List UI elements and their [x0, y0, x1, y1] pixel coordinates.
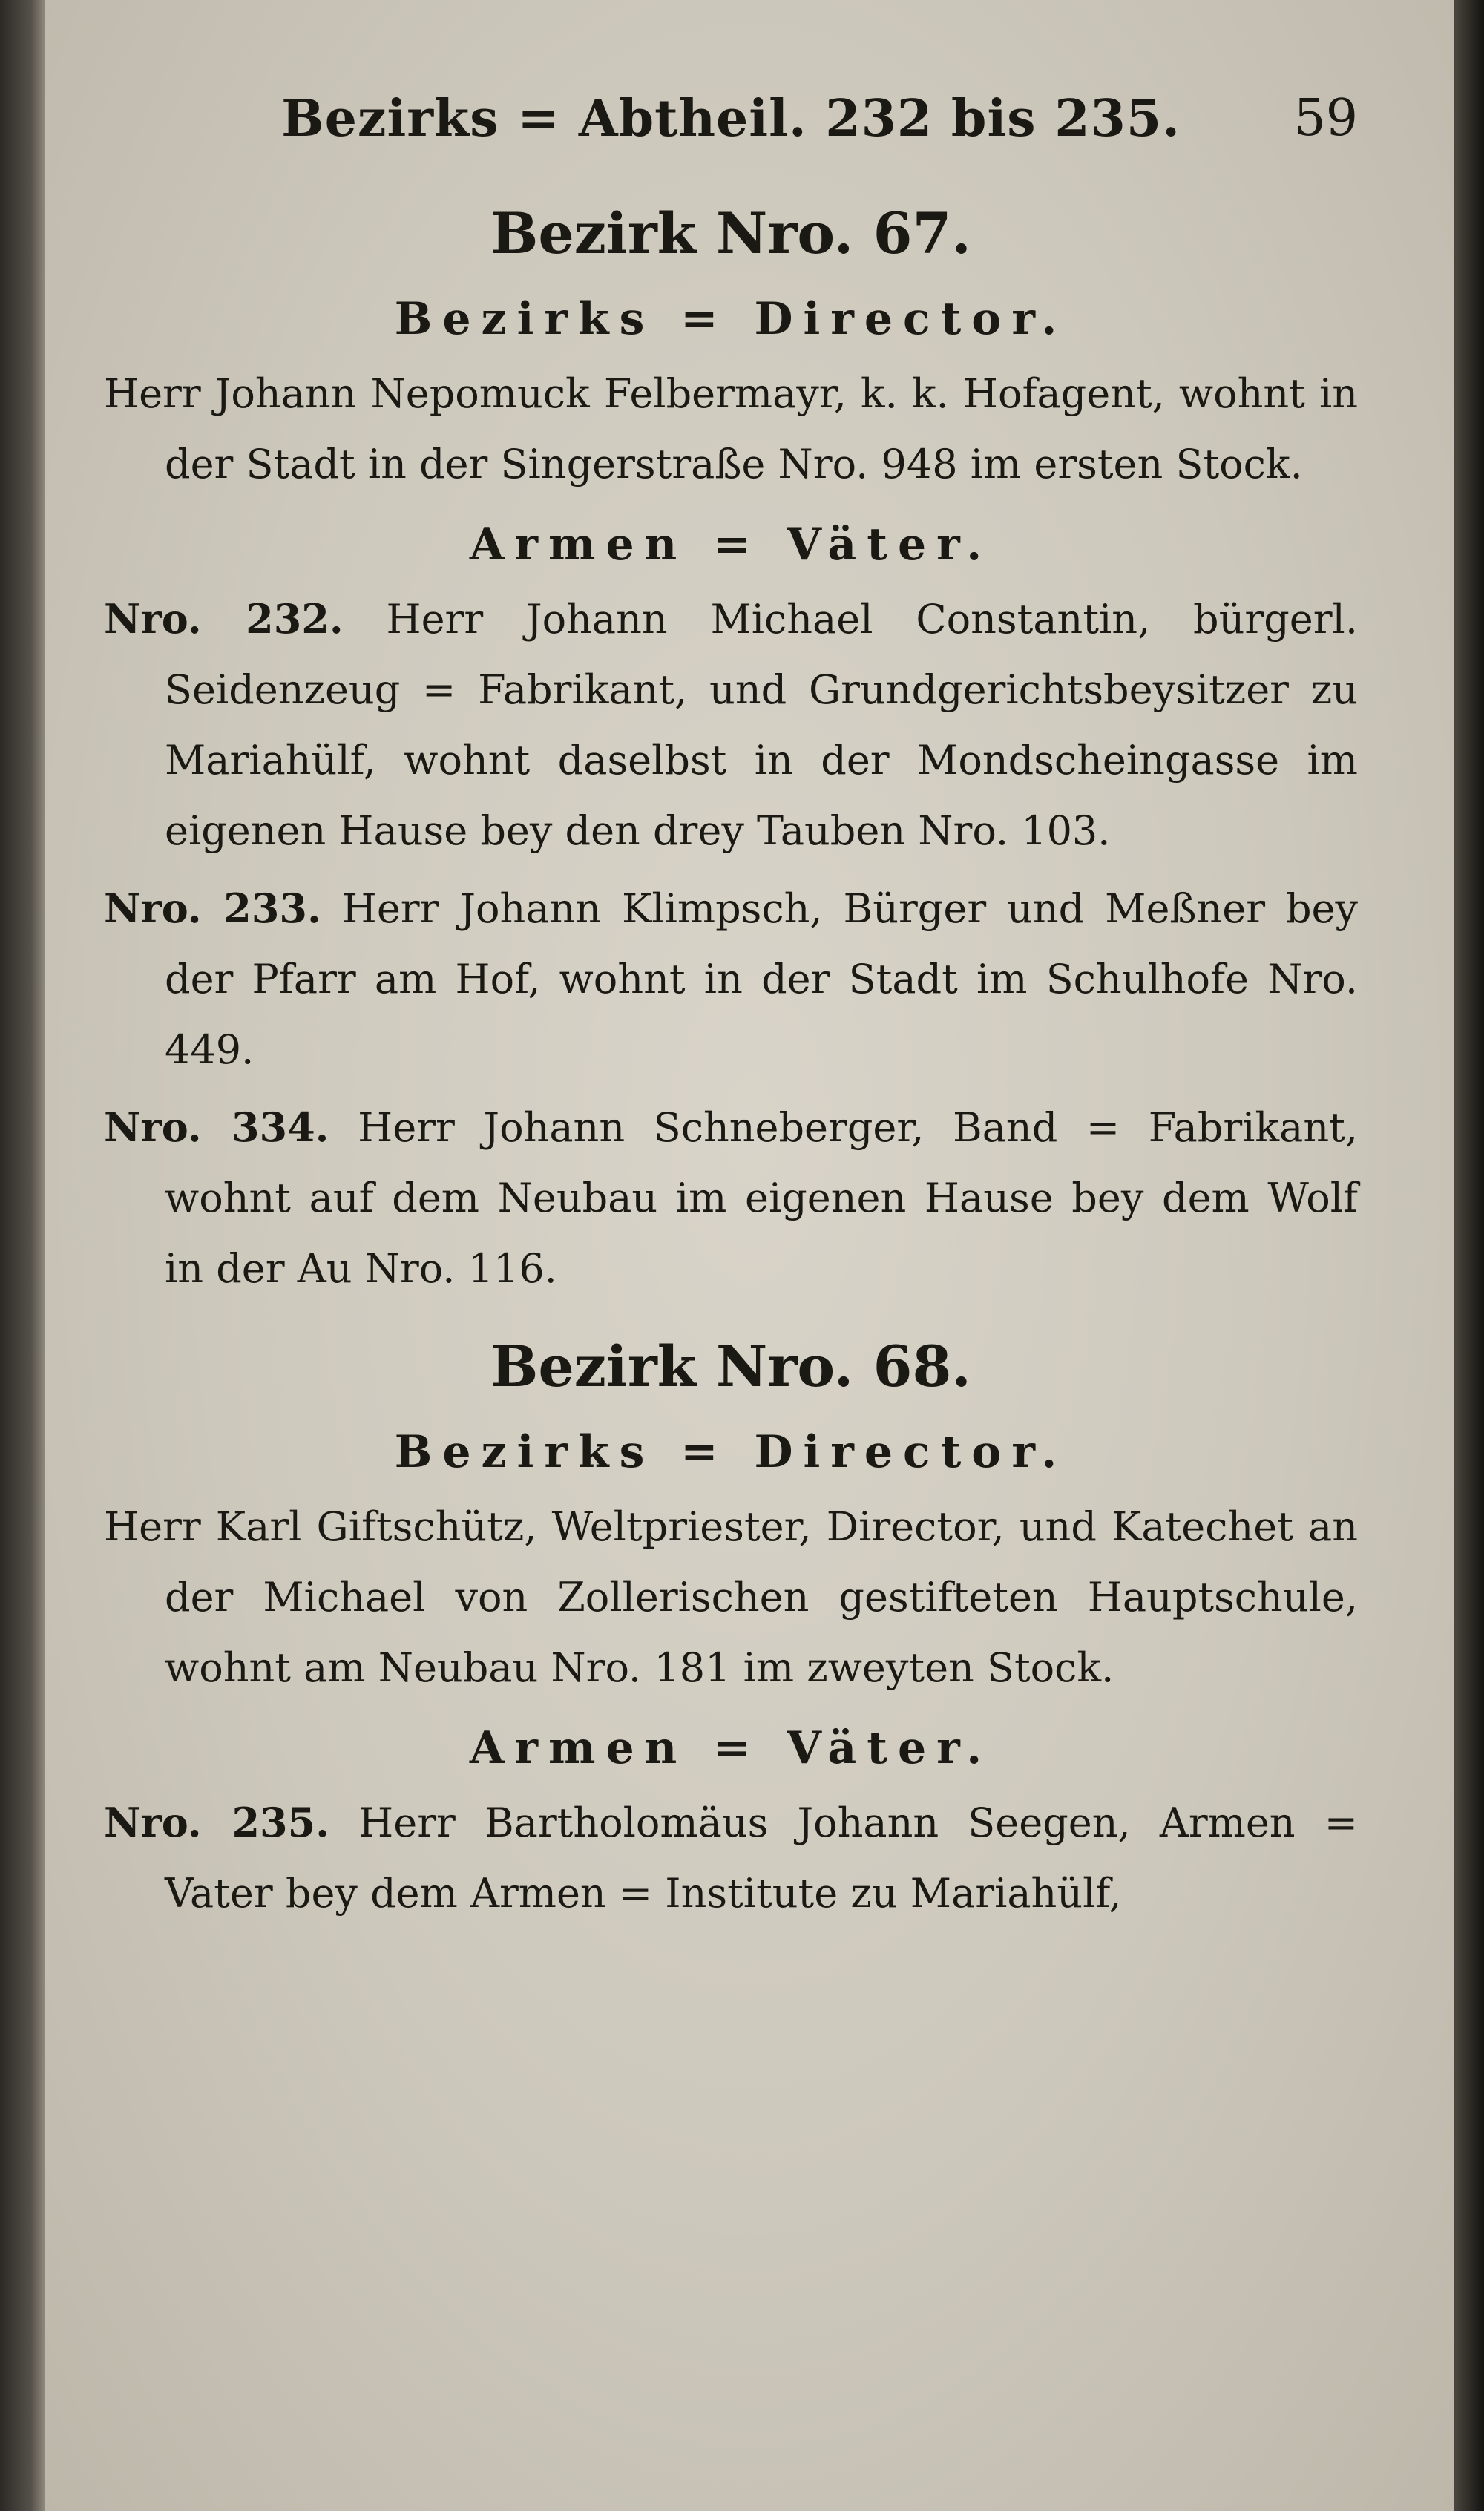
- director-text: Herr Karl Giftschütz, Weltpriester, Director, und Katechet an der Michael von Zollerischen gestifteten Hauptschule, wohnt am Neubau Nro. 181 im zweyten Stock.: [104, 1503, 1358, 1691]
- page-content: [104, 89, 1358, 1936]
- running-head: [104, 89, 1358, 171]
- list-item: [104, 1788, 1358, 1929]
- fathers-heading: Armen = Väter.: [469, 1722, 993, 1774]
- scan-edge-right: [1454, 0, 1484, 2511]
- director-entry: [104, 1491, 1358, 1703]
- book-page: [45, 0, 1454, 2511]
- district-section-68: [104, 1333, 1358, 1929]
- entry-text: Herr Johann Klimpsch, Bürger und Meßner bey der Pfarr am Hof, wohnt in der Stadt im Schulhofe Nro. 449.: [165, 885, 1359, 1073]
- entry-number: Nro. 334.: [104, 1103, 329, 1151]
- district-heading: Bezirk Nro. 68.: [490, 1333, 971, 1399]
- fathers-heading: Armen = Väter.: [469, 519, 993, 571]
- director-text: Herr Johann Nepomuck Felbermayr, k. k. Hofagent, wohnt in der Stadt in der Singerstraße Nro. 948 im ersten Stock.: [104, 370, 1358, 488]
- entry-number: Nro. 235.: [104, 1799, 329, 1846]
- entry-text: Herr Johann Michael Constantin, bürgerl. Seidenzeug = Fabrikant, und Grundgerichtsbeysitzer zu Mariahülf, wohnt daselbst in der Mondscheingasse im eigenen Hause bey den drey Tauben Nro. 103.: [165, 596, 1358, 854]
- page-number: 59: [1293, 89, 1358, 148]
- entry-number: Nro. 233.: [104, 884, 321, 932]
- list-item: [104, 873, 1358, 1085]
- entry-text: Herr Bartholomäus Johann Seegen, Armen = Vater bey dem Armen = Institute zu Mariahülf,: [165, 1799, 1358, 1917]
- list-item: [104, 1092, 1358, 1304]
- district-heading: Bezirk Nro. 67.: [490, 200, 971, 266]
- district-section-67: [104, 200, 1358, 1304]
- running-head-title: Bezirks = Abtheil. 232 bis 235.: [281, 89, 1181, 148]
- entry-number: Nro. 232.: [104, 595, 344, 643]
- director-heading: Bezirks = Director.: [394, 293, 1068, 345]
- director-heading: Bezirks = Director.: [394, 1426, 1068, 1478]
- list-item: [104, 584, 1358, 866]
- scan-edge-left: [0, 0, 45, 2511]
- director-entry: [104, 358, 1358, 499]
- entry-text: Herr Johann Schneberger, Band = Fabrikant, wohnt auf dem Neubau im eigenen Hause bey dem Wolf in der Au Nro. 116.: [165, 1104, 1358, 1292]
